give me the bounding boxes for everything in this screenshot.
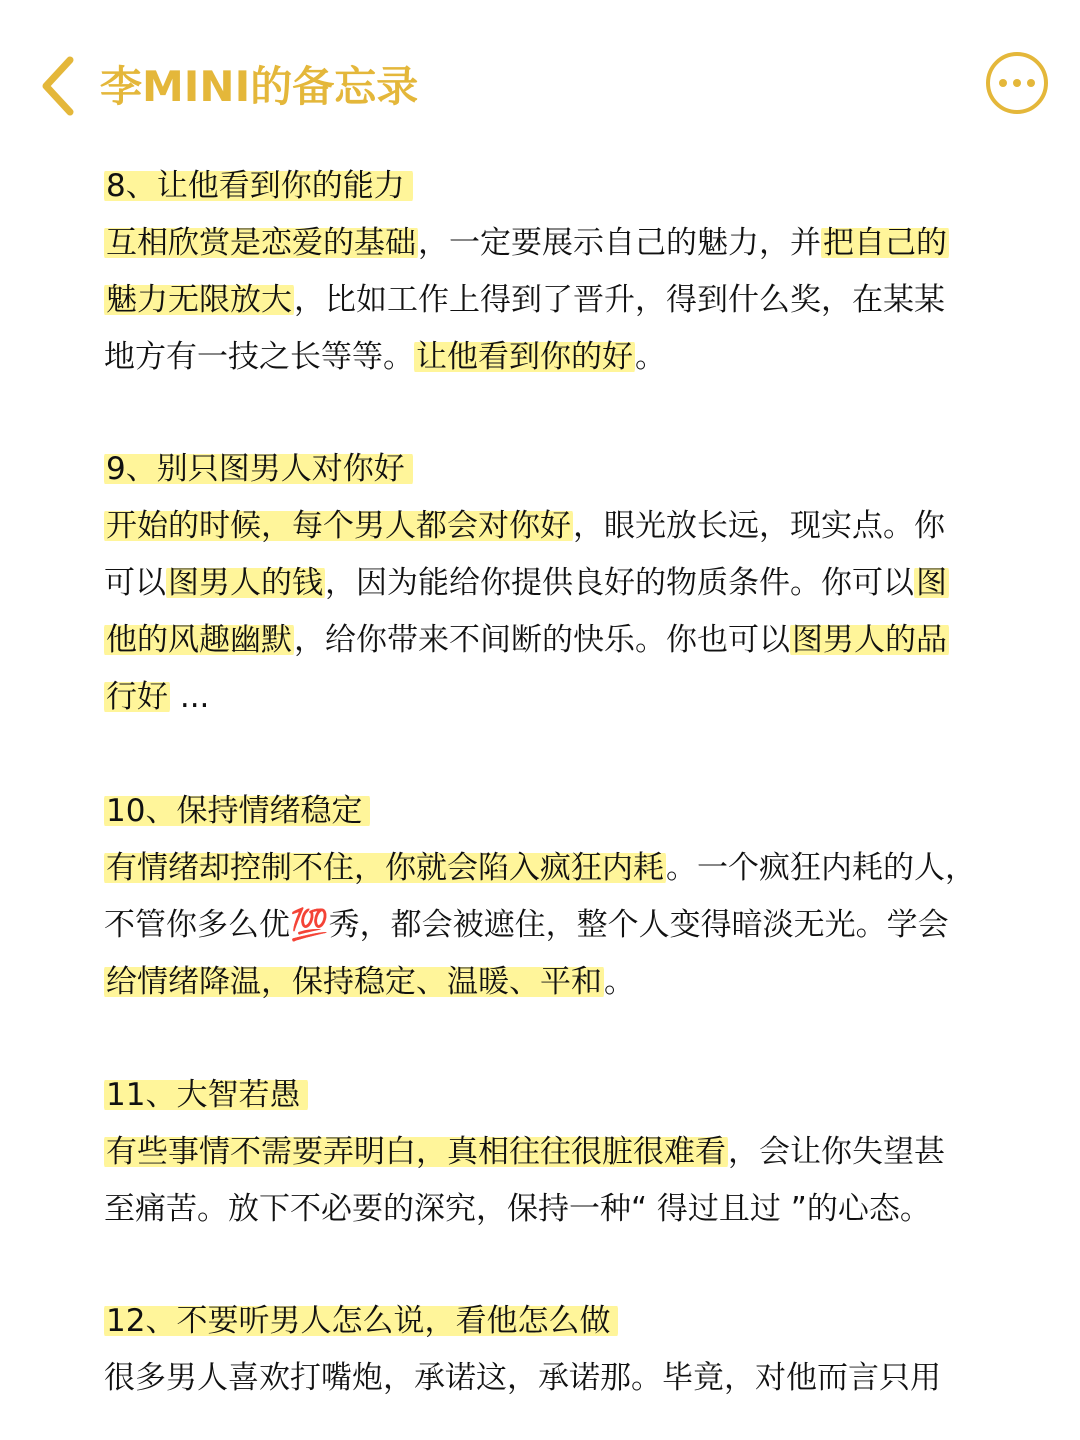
body-text: 很多男人喜欢打嘴炮，承诺这，承诺那。毕竟，对他而言只用 <box>104 1360 941 1396</box>
highlighted-text: 开始的时候，每个男人都会对你好 <box>106 508 571 544</box>
highlighted-text: 有些事情不需要弄明白，真相往往很脏很难看 <box>106 1134 726 1170</box>
body-text: ，一定要展示自己的魅力，并 <box>418 225 821 261</box>
body-text: 。一个疯狂内耗的人， <box>666 850 976 886</box>
highlighted-text: 魅力无限放大 <box>106 282 292 318</box>
paragraph-line <box>104 1350 941 1407</box>
highlighted-text: 把自己的 <box>823 225 947 261</box>
highlighted-text: 10、保持情绪稳定 <box>104 793 370 829</box>
chevron-left-icon <box>38 54 78 118</box>
highlighted-text: 图男人的品 <box>792 622 947 658</box>
highlighted-text: 互相欣赏是恋爱的基础 <box>106 225 416 261</box>
highlighted-text: 让他看到你的好 <box>416 339 633 375</box>
body-text: ，眼光放长远，现实点。你 <box>573 508 945 544</box>
paragraph-line <box>104 669 949 726</box>
paragraph-line <box>104 1181 945 1238</box>
section-heading <box>104 1067 945 1124</box>
note-section-12 <box>104 1293 941 1407</box>
body-text: 不管你多么优 <box>104 907 290 943</box>
body-text: 。 <box>635 339 666 375</box>
highlighted-text: 8、让他看到你的能力 <box>104 168 413 204</box>
note-section-10 <box>104 783 976 1011</box>
highlighted-text: 9、别只图男人对你好 <box>104 451 413 487</box>
section-heading <box>104 158 949 215</box>
highlighted-text: 12、不要听男人怎么说，看他怎么做 <box>104 1303 618 1339</box>
body-text: ，给你带来不间断的快乐。你也可以 <box>294 622 790 658</box>
paragraph-line <box>104 1124 945 1181</box>
body-text: 。 <box>604 964 635 1000</box>
section-heading <box>104 441 949 498</box>
note-section-9 <box>104 441 949 726</box>
highlighted-text: 图 <box>916 565 947 601</box>
body-text: ，因为能给你提供良好的物质条件。你可以 <box>325 565 914 601</box>
paragraph-line <box>104 897 976 954</box>
paragraph-line <box>104 555 949 612</box>
back-button[interactable] <box>28 48 88 124</box>
body-text: ，比如工作上得到了晋升，得到什么奖，在某某 <box>294 282 945 318</box>
paragraph-line <box>104 612 949 669</box>
body-text: 秀，都会被遮住，整个人变得暗淡无光。学会 <box>328 907 949 943</box>
paragraph-line <box>104 498 949 555</box>
hundred-points-emoji: 💯 <box>290 907 329 943</box>
section-heading <box>104 783 976 840</box>
note-section-11 <box>104 1067 945 1238</box>
paragraph-line <box>104 840 976 897</box>
highlighted-text: 11、大智若愚 <box>104 1077 308 1113</box>
body-text: 地方有一技之长等等。 <box>104 339 414 375</box>
paragraph-line <box>104 272 949 329</box>
more-horizontal-icon <box>999 79 1007 87</box>
highlighted-text: 给情绪降温，保持稳定、温暖、平和 <box>106 964 602 1000</box>
more-options-button[interactable] <box>986 52 1048 114</box>
highlighted-text: 有情绪却控制不住，你就会陷入疯狂内耗 <box>106 850 664 886</box>
body-text: 可以 <box>104 565 166 601</box>
section-heading <box>104 1293 941 1350</box>
body-text: ，会让你失望甚 <box>728 1134 945 1170</box>
app-header <box>0 0 1080 150</box>
body-text: ... <box>170 679 210 715</box>
body-text: 至痛苦。放下不必要的深究，保持一种“ 得过且过 ”的心态。 <box>104 1191 931 1227</box>
paragraph-line <box>104 329 949 386</box>
paragraph-line <box>104 954 976 1011</box>
more-horizontal-icon <box>1013 79 1021 87</box>
highlighted-text: 图男人的钱 <box>168 565 323 601</box>
highlighted-text: 行好 <box>106 679 168 715</box>
more-horizontal-icon <box>1027 79 1035 87</box>
paragraph-line <box>104 215 949 272</box>
page-title: 李MINI的备忘录 <box>100 62 419 111</box>
note-section-8 <box>104 158 949 386</box>
highlighted-text: 他的风趣幽默 <box>106 622 292 658</box>
